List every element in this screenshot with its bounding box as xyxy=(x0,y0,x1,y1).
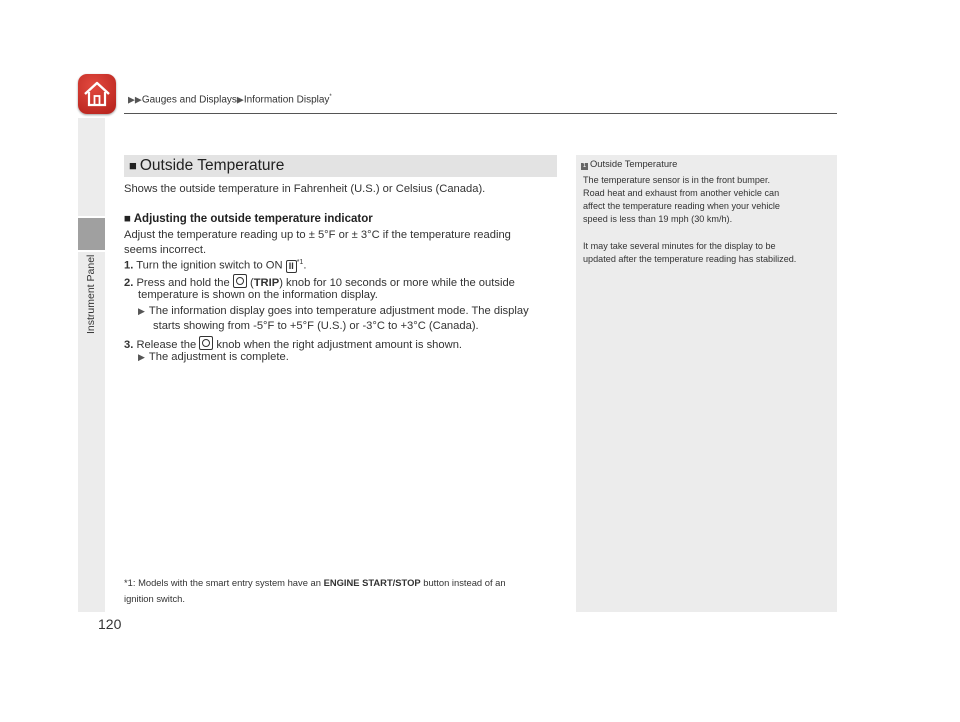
note-p1-line1: The temperature sensor is in the front bumper. xyxy=(583,175,771,185)
step-2-line2: temperature is shown on the information display. xyxy=(138,289,378,301)
subsection-title: ■ Adjusting the outside temperature indicator xyxy=(124,213,373,225)
step-2-sub2: starts showing from -5°F to +5°F (U.S.) or -3°C to +3°C (Canada). xyxy=(153,320,479,332)
home-button[interactable] xyxy=(78,74,116,114)
note-p1-line4: speed is less than 19 mph (30 km/h). xyxy=(583,214,733,224)
result-arrow-icon: ▶ xyxy=(138,306,145,316)
home-icon xyxy=(82,79,112,109)
note-title: 1 Outside Temperature xyxy=(582,158,678,169)
step-1: 1. Turn the ignition switch to ON II $^{*1}$. xyxy=(124,259,307,272)
step-3-sub: ▶ The adjustment is complete. xyxy=(138,351,289,363)
subsection-square-icon: ■ xyxy=(124,213,131,225)
section-title: ■ Outside Temperature xyxy=(129,157,285,174)
section-square-icon: ■ xyxy=(129,158,137,173)
selector-knob-icon xyxy=(199,336,213,350)
note-bookmark-icon: 1 xyxy=(582,163,587,169)
note-p1-line2: Road heat and exhaust from another vehicle can xyxy=(583,188,780,198)
side-label: Instrument Panel xyxy=(85,254,97,334)
intro-text: Shows the outside temperature in Fahrenheit (U.S.) or Celsius (Canada). xyxy=(124,183,486,195)
selector-knob-icon xyxy=(233,274,247,288)
ignition-on-icon: II xyxy=(286,260,297,273)
trip-label: TRIP xyxy=(253,277,280,289)
note-p1-line3: affect the temperature reading when your vehicle xyxy=(583,201,780,211)
header-divider xyxy=(124,113,837,114)
side-tab-instrument-panel[interactable] xyxy=(78,218,105,250)
page-number: 120 xyxy=(98,616,122,632)
breadcrumb-link-gauges[interactable]: Gauges and Displays xyxy=(141,94,237,106)
step-2: 2. Press and hold the (TRIP) knob for 10 seconds or more while the outside xyxy=(124,274,515,289)
step-2-sub1: ▶ The information display goes into temperature adjustment mode. The display xyxy=(138,305,529,317)
breadcrumb-arrow-icon: ▶ xyxy=(236,94,244,105)
side-nav-top xyxy=(78,118,105,216)
footnote-line2: ignition switch. xyxy=(124,593,185,604)
step-3: 3. Release the knob when the right adjustment amount is shown. xyxy=(124,336,462,351)
footnote: *1: Models with the smart entry system have an ENGINE START/STOP button instead of an xyxy=(124,577,506,588)
result-arrow-icon: ▶ xyxy=(138,352,145,362)
note-p2-line2: updated after the temperature reading has stabilized. xyxy=(583,254,797,264)
subsection-text-line1: Adjust the temperature reading up to ± 5°F or ± 3°C if the temperature reading xyxy=(124,229,511,241)
breadcrumb-arrow-icon: ▶▶ xyxy=(128,94,142,105)
breadcrumb-link-info-display[interactable]: Information Display xyxy=(243,94,330,106)
note-p2-line1: It may take several minutes for the display to be xyxy=(583,241,776,251)
breadcrumb xyxy=(128,94,332,105)
breadcrumb-mark: * xyxy=(329,94,332,100)
footnote-ref[interactable]: *1 xyxy=(296,259,304,266)
subsection-text-line2: seems incorrect. xyxy=(124,244,207,256)
